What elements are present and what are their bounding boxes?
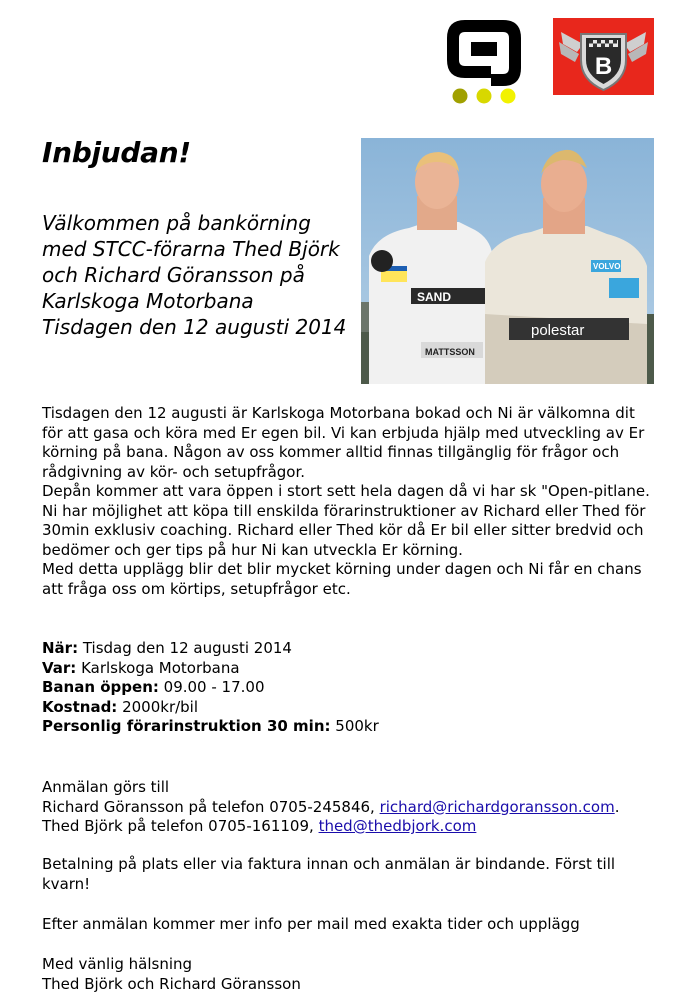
subtitle-line: och Richard Göransson på (42, 263, 305, 287)
subtitle-line: Välkommen på bankörning (42, 211, 311, 235)
drivers-photo (361, 138, 654, 384)
svg-text:B: B (594, 53, 613, 80)
payment-info: Betalning på plats eller via faktura innan och anmälan är bindande. Först till kvarn! (42, 855, 616, 893)
detail-label: Banan öppen: (42, 678, 159, 696)
detail-value: Tisdag den 12 augusti 2014 (78, 639, 292, 657)
detail-row (42, 717, 652, 737)
contact-line: Thed Björk på telefon 0705-161109, thed@thedbjork.com (42, 817, 477, 835)
team-badge-logo (553, 18, 654, 95)
detail-value: 500kr (330, 717, 379, 735)
subtitle-line: Karlskoga Motorbana (42, 289, 254, 313)
contact-line: Richard Göransson på telefon 0705-245846, richard@richardgoransson.com. (42, 797, 620, 816)
svg-text:polestar: polestar (531, 322, 585, 339)
logo-dot-3 (501, 89, 516, 104)
detail-value: 2000kr/bil (117, 697, 199, 716)
svg-text:SAND: SAND (417, 290, 452, 304)
intro-text (42, 404, 652, 599)
subtitle-line: Tisdagen den 12 augusti 2014 (42, 315, 347, 339)
detail-value: 09.00 - 17.00 (158, 678, 265, 696)
intro-paragraph: Depån kommer att vara öppen i stort sett hela dagen då vi har sk "Open-pitlane. Ni har möjlighet att köpa till enskilda förarinstruktioner av Richard eller Thed för 30min exklusiv coaching. Richard eller Thed kör då Er bil eller sitter bredvid och bedömer och ger tips på hur Ni kan utveckla Er körning. (42, 482, 650, 559)
closing-names: Thed Björk och Richard Göransson (42, 974, 301, 993)
signup-heading: Anmälan görs till (42, 778, 170, 796)
racing-logo (443, 16, 523, 106)
event-details (42, 639, 652, 737)
detail-row (42, 698, 652, 718)
logo-dot-1 (453, 89, 468, 104)
detail-label: Var: (42, 658, 77, 677)
subtitle-line: med STCC-förarna Thed Björk (42, 237, 340, 261)
svg-text:MATTSSON: MATTSSON (425, 347, 475, 357)
detail-label: När: (42, 639, 79, 657)
detail-row (42, 678, 652, 698)
signup-info (42, 778, 662, 837)
closing (42, 955, 662, 994)
detail-label: Kostnad: (42, 697, 118, 716)
after-signup-info: Efter anmälan kommer mer info per mail med exakta tider och upplägg (42, 915, 580, 933)
svg-text:VOLVO: VOLVO (593, 262, 621, 271)
subtitle (42, 210, 362, 340)
detail-row (42, 639, 652, 659)
page-title: Inbjudan! (42, 136, 191, 169)
email-link-richard[interactable]: richard@richardgoransson.com (379, 797, 615, 816)
intro-paragraph: Med detta upplägg blir det blir mycket körning under dagen och Ni får en chans att fråga oss om körtips, setupfrågor etc. (42, 560, 642, 598)
detail-row (42, 659, 652, 679)
email-link-thed[interactable]: thed@thedbjork.com (318, 817, 477, 835)
intro-paragraph: Tisdagen den 12 augusti är Karlskoga Motorbana bokad och Ni är välkomna dit för att gasa och köra med Er egen bil. Vi kan erbjuda hjälp med utveckling av Er körning på bana. Någon av oss kommer alltid finnas tillgänglig för frågor och rådgivning av kör- och setupfrågor. (42, 404, 645, 481)
logo-dot-2 (477, 89, 492, 104)
detail-value: Karlskoga Motorbana (76, 658, 240, 677)
closing-greeting: Med vänlig hälsning (42, 955, 193, 973)
detail-label: Personlig förarinstruktion 30 min: (42, 717, 331, 735)
